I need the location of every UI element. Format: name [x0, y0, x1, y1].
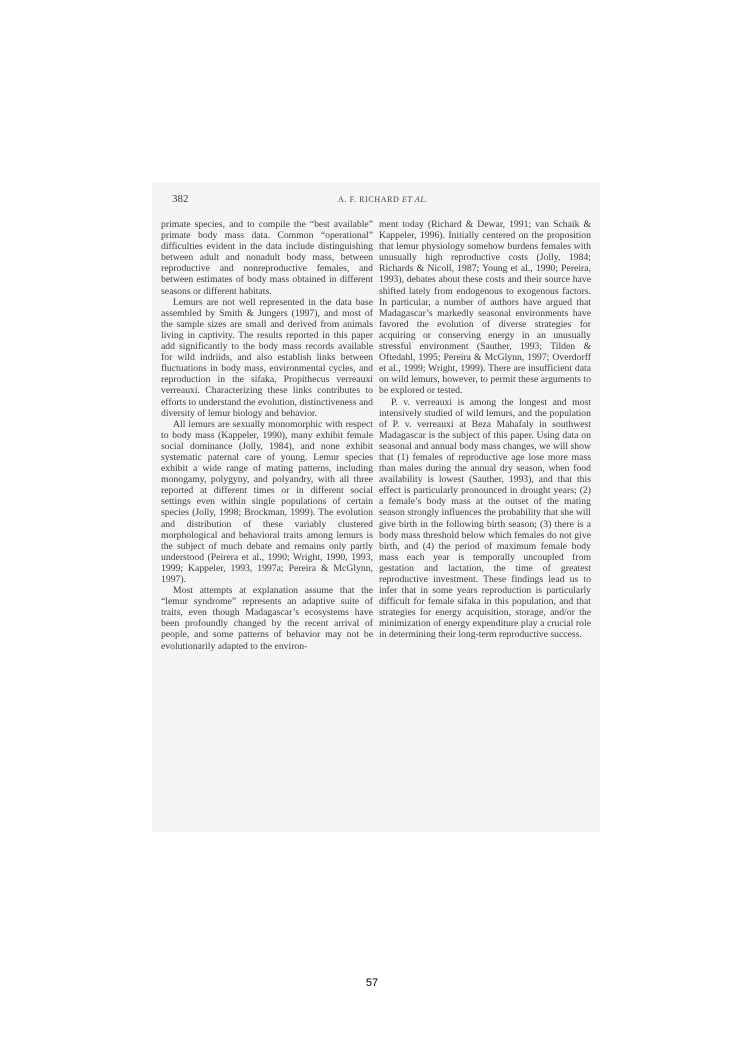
running-head-etal: ET AL. [402, 195, 428, 204]
running-head-authors: A. F. RICHARD [338, 195, 400, 204]
paragraph: Lemurs are not well represented in the data base assembled by Smith & Jungers (1997), and most of the sample sizes are small and derived from animals living in captivity. The results reported in this paper add significantly to the body mass records available for wild indriids, and also establish links between fluctuations in body mass, environmental cycles, and reproduction in the sifaka, Propithecus verreauxi verreauxi. Characterizing these links contributes to efforts to understand the evolution, distinctiveness and diversity of lemur biology and behavior. [161, 296, 373, 419]
paragraph: P. v. verreauxi is among the longest and most intensively studied of wild lemurs, and the population of P. v. verreauxi at Beza Mahafaly in southwest Madagascar is the subject of this paper. Using data on seasonal and annual body mass changes, we will show that (1) females of reproductive age lose more mass than males during the annual dry season, when food availability is lowest (Sauther, 1993), and that this effect is particularly pronounced in drought years; (2) a female’s body mass at the outset of the mating season strongly influences the probability that she will give birth in the following birth season; (3) there is a body mass threshold below which females do not give birth, and (4) the period of maximum female body mass each year is temporally uncoupled from gestation and lactation, the time of greatest reproductive investment. These findings lead us to infer that in some years reproduction is particularly difficult for female sifaka in this population, and that strategies for energy acquisition, storage, and/or the minimization of energy expenditure play a crucial role in determining their long-term reproductive success. [379, 396, 591, 641]
left-column [161, 219, 373, 652]
page-header [172, 193, 592, 209]
paragraph: All lemurs are sexually monomorphic with respect to body mass (Kappeler, 1990), many exhibit female social dominance (Jolly, 1984), and none exhibit systematic paternal care of young. Lemur species exhibit a wide range of mating patterns, including monogamy, polygyny, and polyandry, with all three reported at different times or in different social settings even within single populations of certain species (Jolly, 1998; Brockman, 1999). The evolution and distribution of these variably clustered morphological and behavioral traits among lemurs is the subject of much debate and remains only partly understood (Peirera et al., 1990; Wright, 1990, 1993, 1999; Kappeler, 1993, 1997a; Pereira & McGlynn, 1997). [161, 418, 373, 585]
journal-page-number: 382 [172, 193, 189, 205]
footer-page-number: 57 [365, 977, 379, 989]
right-column [379, 219, 591, 641]
paragraph: Most attempts at explanation assume that the “lemur syndrome” represents an adaptive suite of traits, even though Madagascar’s ecosystems have been profoundly changed by the recent arrival of people, and some patterns of behavior may not be evolutionarily adapted to the environ- [161, 585, 373, 652]
running-head [338, 195, 428, 204]
paragraph: primate species, and to compile the “best available” primate body mass data. Common “operational” difficulties evident in the data include distinguishing between adult and nonadult body mass, between reproductive and nonreproductive females, and between estimates of body mass obtained in different seasons or different habitats. [161, 219, 373, 297]
paragraph: ment today (Richard & Dewar, 1991; van Schaik & Kappeler, 1996). Initially centered on the proposition that lemur physiology somehow burdens females with unusually high reproductive costs (Jolly, 1984; Richards & Nicoll, 1987; Young et al., 1990; Pereira, 1993), debates about these costs and their source have shifted lately from endogenous to exogenous factors. In particular, a number of authors have argued that Madagascar’s markedly seasonal environments have favored the evolution of diverse strategies for acquiring or conserving energy in an unusually stressful environment (Sauther, 1993; Tilden & Oftedahl, 1995; Pereira & McGlynn, 1997; Overdorff et al., 1999; Wright, 1999). There are insufficient data on wild lemurs, however, to permit these arguments to be explored or tested. [379, 219, 591, 397]
